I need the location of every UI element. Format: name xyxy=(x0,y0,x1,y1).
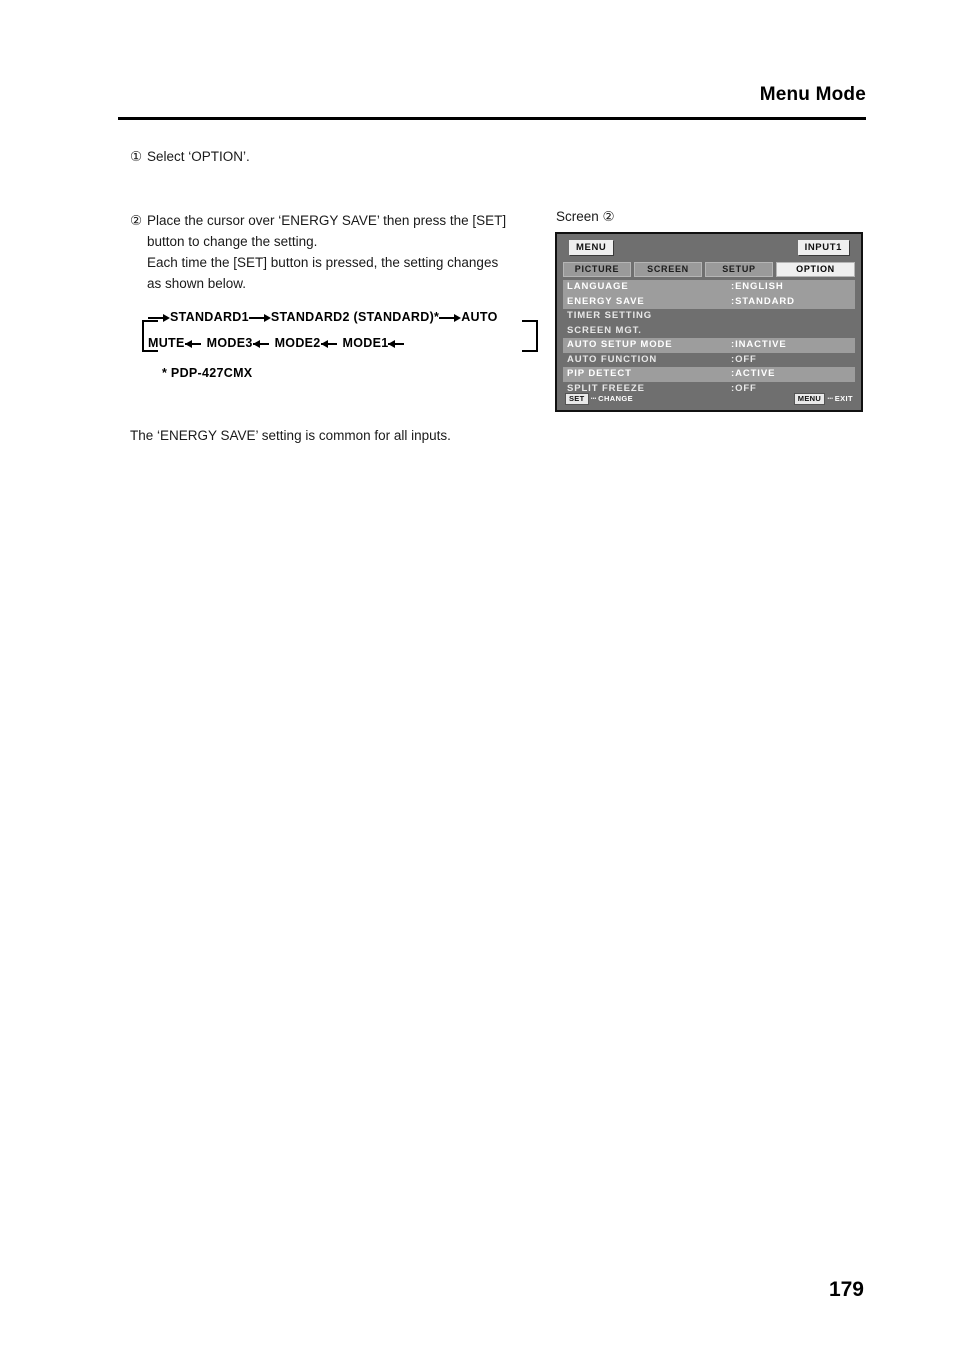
osd-row-pip-detect-label: PIP DETECT xyxy=(567,368,632,379)
flow-row-bottom xyxy=(148,336,538,362)
osd-row-timer-setting[interactable] xyxy=(563,309,855,324)
step-2-line-2: button to change the setting. xyxy=(147,234,318,249)
osd-row-auto-setup-mode-value: :INACTIVE xyxy=(731,339,787,350)
osd-menu-list xyxy=(563,280,855,396)
step-2-line-3: Each time the [SET] button is pressed, the setting changes xyxy=(147,255,499,270)
osd-row-language[interactable] xyxy=(563,280,855,295)
flow-item-standard2: STANDARD2 (STANDARD)* xyxy=(270,310,440,324)
osd-row-screen-mgt-label: SCREEN MGT. xyxy=(567,324,642,336)
osd-row-auto-function-value: :OFF xyxy=(731,353,757,365)
osd-tab-bar xyxy=(563,262,855,277)
osd-row-energy-save-value: :STANDARD xyxy=(731,295,795,307)
osd-row-screen-mgt[interactable] xyxy=(563,324,855,339)
osd-row-language-value: :ENGLISH xyxy=(731,281,784,292)
step-2-marker: ② xyxy=(130,213,143,228)
step-1-marker: ① xyxy=(130,149,143,164)
page-header xyxy=(118,84,866,112)
osd-footer-right-dots: ‧‧‧ xyxy=(827,393,833,403)
screen-caption: Screen ② xyxy=(556,209,615,224)
osd-row-energy-save-label: ENERGY SAVE xyxy=(567,295,645,307)
energy-save-common-note: The ‘ENERGY SAVE’ setting is common for all inputs. xyxy=(130,428,451,443)
osd-footer-right-text: EXIT xyxy=(834,393,853,403)
osd-row-pip-detect[interactable] xyxy=(563,367,855,382)
osd-tab-option[interactable]: OPTION xyxy=(776,262,855,277)
step-2-body xyxy=(147,210,530,294)
osd-footer-left xyxy=(565,393,633,405)
osd-row-auto-setup-mode[interactable] xyxy=(563,338,855,353)
osd-input-chip: INPUT1 xyxy=(798,240,849,255)
step-2-line-4: as shown below. xyxy=(147,276,247,291)
header-divider xyxy=(118,117,866,120)
osd-footer xyxy=(563,392,855,405)
step-2 xyxy=(130,210,530,294)
flow-item-standard1: STANDARD1 xyxy=(170,310,249,324)
osd-row-timer-setting-label: TIMER SETTING xyxy=(567,310,653,321)
flow-item-mute: MUTE xyxy=(148,336,185,350)
flow-item-mode3: MODE3 xyxy=(206,336,253,350)
osd-tab-screen[interactable]: SCREEN xyxy=(634,262,702,277)
osd-row-energy-save[interactable] xyxy=(563,295,855,310)
osd-row-auto-setup-mode-label: AUTO SETUP MODE xyxy=(567,339,673,350)
osd-row-auto-function-label: AUTO FUNCTION xyxy=(567,353,658,365)
osd-screen xyxy=(555,232,863,412)
osd-footer-left-dots: ‧‧‧ xyxy=(590,393,597,403)
flow-item-auto: AUTO xyxy=(461,310,498,324)
osd-row-language-label: LANGUAGE xyxy=(567,281,629,292)
osd-row-auto-function[interactable] xyxy=(563,353,855,368)
flow-item-mode2: MODE2 xyxy=(274,336,321,350)
menu-key-icon: MENU xyxy=(794,393,825,405)
energy-save-flow-diagram xyxy=(148,310,538,380)
osd-topbar xyxy=(563,240,855,260)
osd-row-split-freeze-label: SPLIT FREEZE xyxy=(567,382,645,394)
osd-row-split-freeze-value: :OFF xyxy=(731,382,757,394)
osd-footer-right xyxy=(794,393,853,405)
set-key-icon: SET xyxy=(565,393,589,405)
osd-tab-picture[interactable]: PICTURE xyxy=(563,262,631,277)
osd-footer-left-text: CHANGE xyxy=(598,393,634,403)
osd-tab-setup[interactable]: SETUP xyxy=(705,262,773,277)
page-number: 179 xyxy=(828,1278,864,1301)
step-2-line-1: Place the cursor over ‘ENERGY SAVE’ then press the [SET] xyxy=(147,213,507,228)
osd-menu-chip: MENU xyxy=(569,240,613,255)
osd-row-pip-detect-value: :ACTIVE xyxy=(731,368,776,379)
flow-row-top xyxy=(148,310,538,336)
step-1-line-1: Select ‘OPTION’. xyxy=(147,149,250,164)
flow-footnote: * PDP-427CMX xyxy=(162,366,253,380)
step-1 xyxy=(130,146,550,167)
flow-item-mode1: MODE1 xyxy=(342,336,389,350)
page-title: Menu Mode xyxy=(759,84,866,105)
step-1-body xyxy=(147,146,550,167)
